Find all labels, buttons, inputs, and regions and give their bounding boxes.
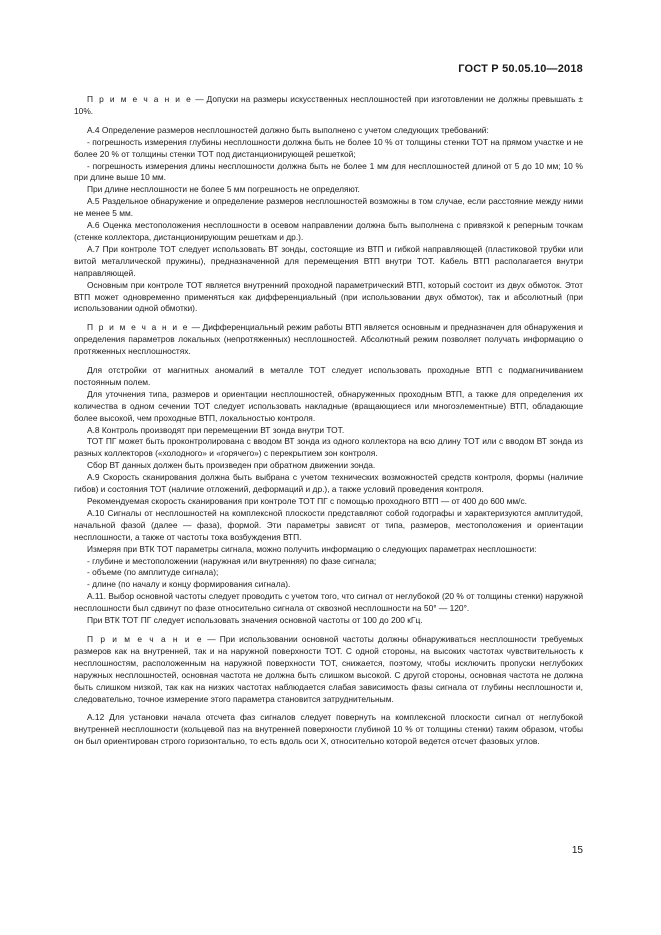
list-item: - длине (по началу и концу формирования сигнала).: [87, 579, 291, 590]
paragraph-a4: А.4 Определение размеров несплошностей должно быть выполнено с учетом следующих требований:: [87, 124, 489, 135]
note-paragraph: [74, 94, 583, 118]
paragraph: Сбор ВТ данных должен быть произведен при обратном движении зонда.: [87, 460, 376, 471]
paragraph: Рекомендуемая скорость сканирования при контроле ТОТ ПГ с помощью проходного ВТП — от 400 до 600 мм/с.: [87, 496, 528, 506]
list-item: - объеме (по амплитуде сигнала);: [87, 567, 219, 578]
paragraph-a6: А.6 Оценка местоположения несплошности в осевом направлении должна быть выполнена с привязкой к реперным точкам (стенке коллектора, дистанционирующим решеткам и др.).: [74, 220, 583, 242]
note-label: П р и м е ч а н и е: [87, 94, 193, 104]
list-item: - погрешность измерения глубины несплошности должна быть не более 10 % от толщины стенки ТОТ на прямом участке и не более 20 % от толщины стенки ТОТ под дистанционирующей решеткой;: [74, 136, 583, 159]
paragraph: Для отстройки от магнитных аномалий в металле ТОТ следует использовать проходные ВТП с подмагничиванием постоянным полем.: [74, 365, 583, 387]
list-item: - погрешность измерения длины несплошности должна быть не более 1 мм для несплошностей длиной от 5 до 10 мм; 10 % при длине выше 10 мм.: [74, 160, 583, 183]
note-label: П р и м е ч а н и е: [87, 322, 190, 333]
paragraph: Для уточнения типа, размеров и ориентации несплошностей, обнаруженных проходным ВТП, а также для определения их количества в одном сечении ТОТ следует использовать накладные (вращающиеся или многоэлементные) ВТП, обладающие более высокой, чем проходные ВТП, локальностью контроля.: [74, 388, 583, 423]
note-text: — Допуски на размеры искусственных несплошностей при изготовлении не должны превышать ± 10%.: [74, 94, 583, 116]
note-text: — При использовании основной частоты должны обнаруживаться несплошности требуемых размеров как на внутренней, так и на наружной поверхности ТОТ. С одной стороны, на высоких частотах чувствительность к несплошностям, расположенным на наружной поверхности ТОТ, снижается, поэтому, чтобы исключить пропуски неглубоких наружных несплошностей, основная частота не должна быть слишком высокой. С другой стороны, основная частота не должна быть слишком низкой, так как на низких частотах наблюдается слабая зависимость фазы сигнала от глубины несплошности и, следовательно, точное измерение этого параметра становится затруднительным.: [74, 633, 583, 704]
paragraph-a8: А.8 Контроль производят при перемещении ВТ зонда внутри ТОТ.: [87, 424, 345, 435]
note-paragraph: [74, 322, 583, 358]
note-paragraph: [74, 634, 583, 705]
paragraph: Основным при контроле ТОТ является внутренний проходной параметрический ВТП, который состоит из двух обмоток. Этот ВТП может одновременно применяться как дифференциальный (при использовании двух обмоток), так и абсолютный (при использовании одной обмотки).: [74, 279, 583, 314]
paragraph-a9: А.9 Скорость сканирования должна быть выбрана с учетом технических возможностей средств контроля, формы (наличие гибов) и состояния ТОТ (наличие отложений, деформаций и др.), а также условий проведения контроля.: [74, 472, 583, 495]
document-number-header: ГОСТ Р 50.05.10—2018: [458, 63, 583, 75]
paragraph-a10: А.10 Сигналы от несплошностей на комплексной плоскости представляют собой годографы и характеризуются амплитудой, начальной фазой (далее — фаза), формой. Эти параметры зависят от типа, размеров, местоположения и ориентации несплошности, а также от частоты тока возбуждения ВТП.: [74, 507, 583, 542]
paragraph: При ВТК ТОТ ПГ следует использовать значения основной частоты от 100 до 200 кГц.: [87, 615, 423, 626]
page-number: 15: [571, 845, 583, 856]
paragraph: ТОТ ПГ может быть проконтролирована с вводом ВТ зонда из одного коллектора на всю длину ТОТ или с вводом ВТ зонда из разных коллекторов («холодного» и «горячего») с перекрытием зон контроля.: [74, 436, 583, 459]
paragraph: Измеряя при ВТК ТОТ параметры сигнала, можно получить информацию о следующих параметрах несплошности:: [87, 543, 537, 554]
list-item: - глубине и местоположении (наружная или внутренняя) по фазе сигнала;: [87, 555, 377, 566]
note-text: — Дифференциальный режим работы ВТП является основным и предназначен для обнаружения и определения параметров локальных (непротяженных) несплошностей. Абсолютный режим позволяет получать информацию о протяженных несплошностях.: [74, 322, 583, 357]
document-body: [74, 94, 583, 748]
paragraph: При длине несплошности не более 5 мм погрешность не определяют.: [87, 184, 360, 195]
paragraph-a5: А.5 Раздельное обнаружение и определение размеров несплошностей возможны в том случае, если расстояние между ними не менее 5 мм.: [74, 196, 583, 219]
paragraph-a7: А.7 При контроле ТОТ следует использовать ВТ зонды, состоящие из ВТП и гибкой направляющей (пластиковой трубки или витой металлической пружины), предназначенной для перемещения ВТП внутри ТОТ. Кабель ВТП располагается внутри направляющей.: [74, 243, 583, 278]
note-label: П р и м е ч а н и е: [87, 633, 204, 644]
paragraph-a11: А.11. Выбор основной частоты следует проводить с учетом того, что сигнал от неглубокой (20 % от толщины стенки) наружной несплошности был сдвинут по фазе относительно сигнала от сквозной несплошности на 50° — 120°.: [74, 591, 583, 614]
paragraph-a12: А.12 Для установки начала отсчета фаз сигналов следует повернуть на комплексной плоскости сигнал от неглубокой внутренней несплошности (кольцевой паз на внутренней поверхности глубиной 10 % от толщины стенки) таким образом, чтобы он был ориентирован строго горизонтально, то есть вдоль оси X, относительно которой ведется отсчет фазовых углов.: [74, 712, 583, 747]
